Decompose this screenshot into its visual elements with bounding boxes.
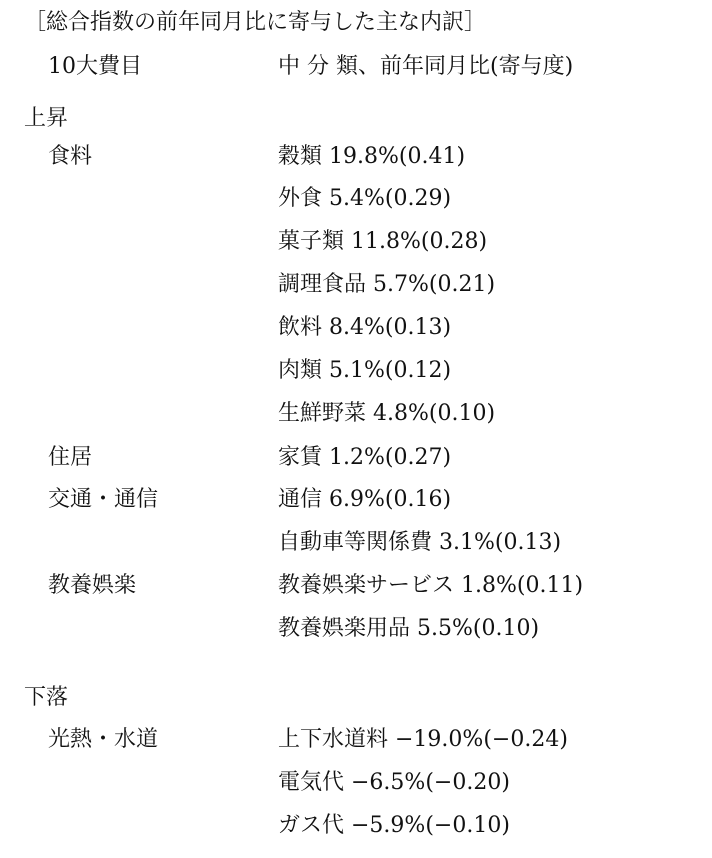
category-fuel-light-water: 光熱・水道 [48,727,159,752]
item-prepared-food: 調理食品 5.7%(0.21) [278,272,496,297]
document-title: ［総合指数の前年同月比に寄与した主な内訳］ [24,10,487,35]
item-meat: 肉類 5.1%(0.12) [278,358,452,383]
section-label-fall: 下落 [24,685,69,710]
item-water-sewerage: 上下水道料 −19.0%(−0.24) [278,727,568,752]
item-confectionery: 菓子類 11.8%(0.28) [278,229,488,254]
category-housing: 住居 [48,445,93,470]
item-fresh-vegetables: 生鮮野菜 4.8%(0.10) [278,401,496,426]
item-recreation-goods: 教養娯楽用品 5.5%(0.10) [278,616,540,641]
item-gas: ガス代 −5.9%(−0.10) [278,813,510,838]
item-grains: 穀類 19.8%(0.41) [278,144,466,169]
category-transport-communication: 交通・通信 [48,487,159,512]
column-header-major-category: 10大費目 [48,54,142,79]
column-header-subcategory: 中 分 類、前年同月比(寄与度) [278,54,574,79]
item-communication: 通信 6.9%(0.16) [278,487,452,512]
item-electricity: 電気代 −6.5%(−0.20) [278,770,510,795]
section-label-rise: 上昇 [24,106,69,131]
item-rent: 家賃 1.2%(0.27) [278,445,452,470]
item-eating-out: 外食 5.4%(0.29) [278,186,452,211]
item-beverages: 飲料 8.4%(0.13) [278,315,452,340]
category-culture-recreation: 教養娯楽 [48,573,137,598]
item-recreation-services: 教養娯楽サービス 1.8%(0.11) [278,573,584,598]
item-car-related: 自動車等関係費 3.1%(0.13) [278,530,562,555]
category-food: 食料 [48,144,93,169]
